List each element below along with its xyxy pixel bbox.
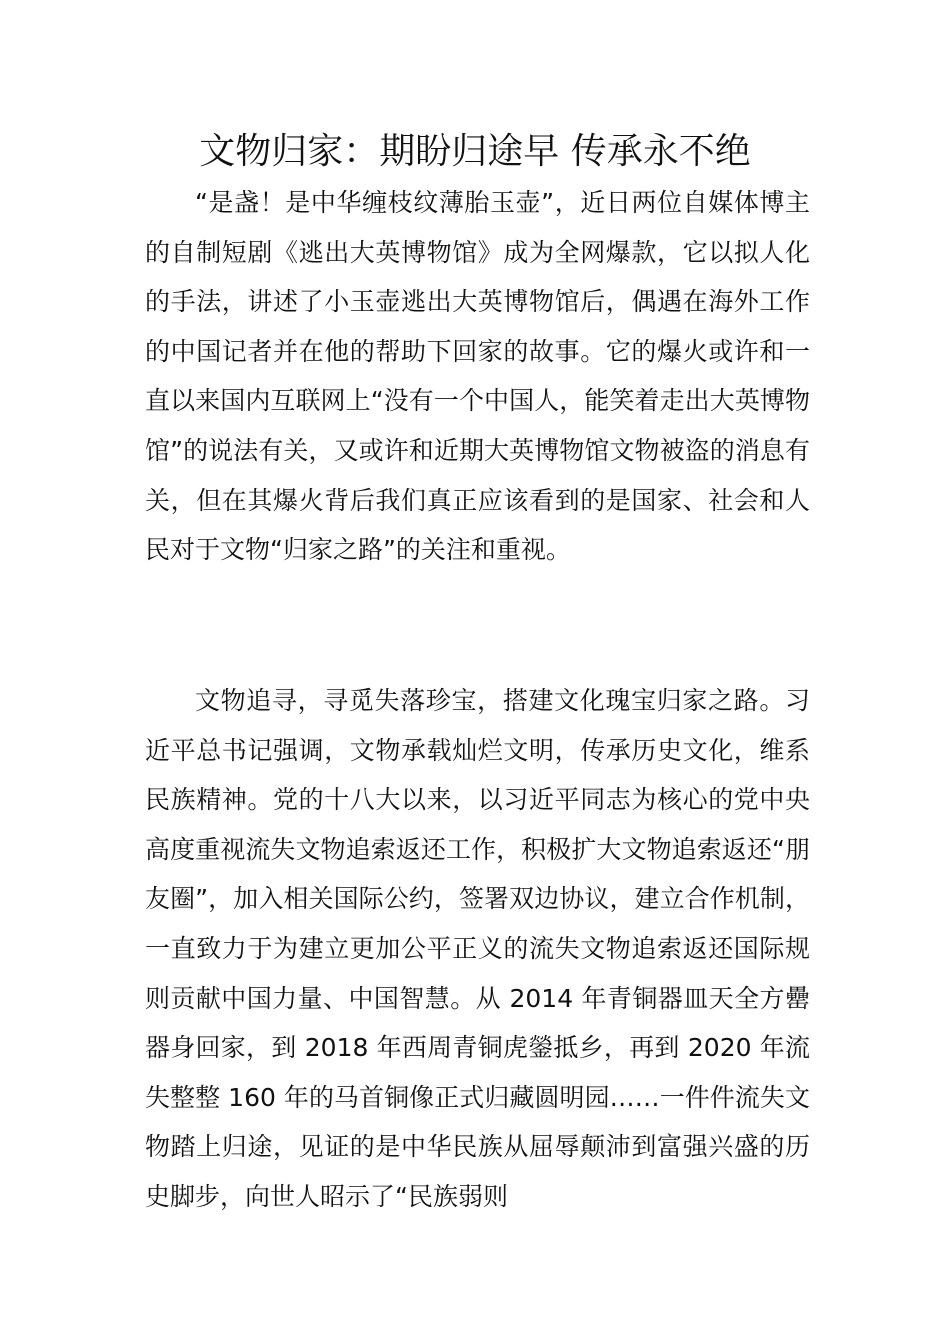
document-title: 文物归家：期盼归途早 传承永不绝 — [199, 131, 751, 172]
paragraph-1: “是盏！是中华缠枝纹薄胎玉壶”，近日两位自媒体博主的自制短剧《逃出大英博物馆》成为全网爆款，它以拟人化的手法，讲述了小玉壶逃出大英博物馆后，偶遇在海外工作的中国记者并在他的帮助下回家的故事。它的爆火或许和一直以来国内互联网上“没有一个中国人，能笑着走出大英博物馆”的说法有关，又或许和近期大英博物馆文物被盗的消息有关，但在其爆火背后我们真正应该看到的是国家、社会和人民对于文物“归家之路”的关注和重视。 — [145, 188, 810, 565]
paragraph-2: 文物追寻，寻觅失落珍宝，搭建文化瑰宝归家之路。习近平总书记强调，文物承载灿烂文明，传承历史文化，维系民族精神。党的十八大以来，以习近平同志为核心的党中央高度重视流失文物追索返还工作，积极扩大文物追索返还“朋友圈”，加入相关国际公约，签署双边协议，建立合作机制，一直致力于为建立更加公平正义的流失文物追索返还国际规则贡献中国力量、中国智慧。从 2014 年青铜器皿天全方罍器身回家，到 2018 年西周青铜虎鎣抵乡，再到 2020 年流失整整 160 年的马首铜像正式归藏圆明园……一件件流失文物踏上归途，见证的是中华民族从屈辱颠沛到富强兴盛的历史脚步，向世人昭示了“民族弱则 — [145, 686, 810, 1211]
